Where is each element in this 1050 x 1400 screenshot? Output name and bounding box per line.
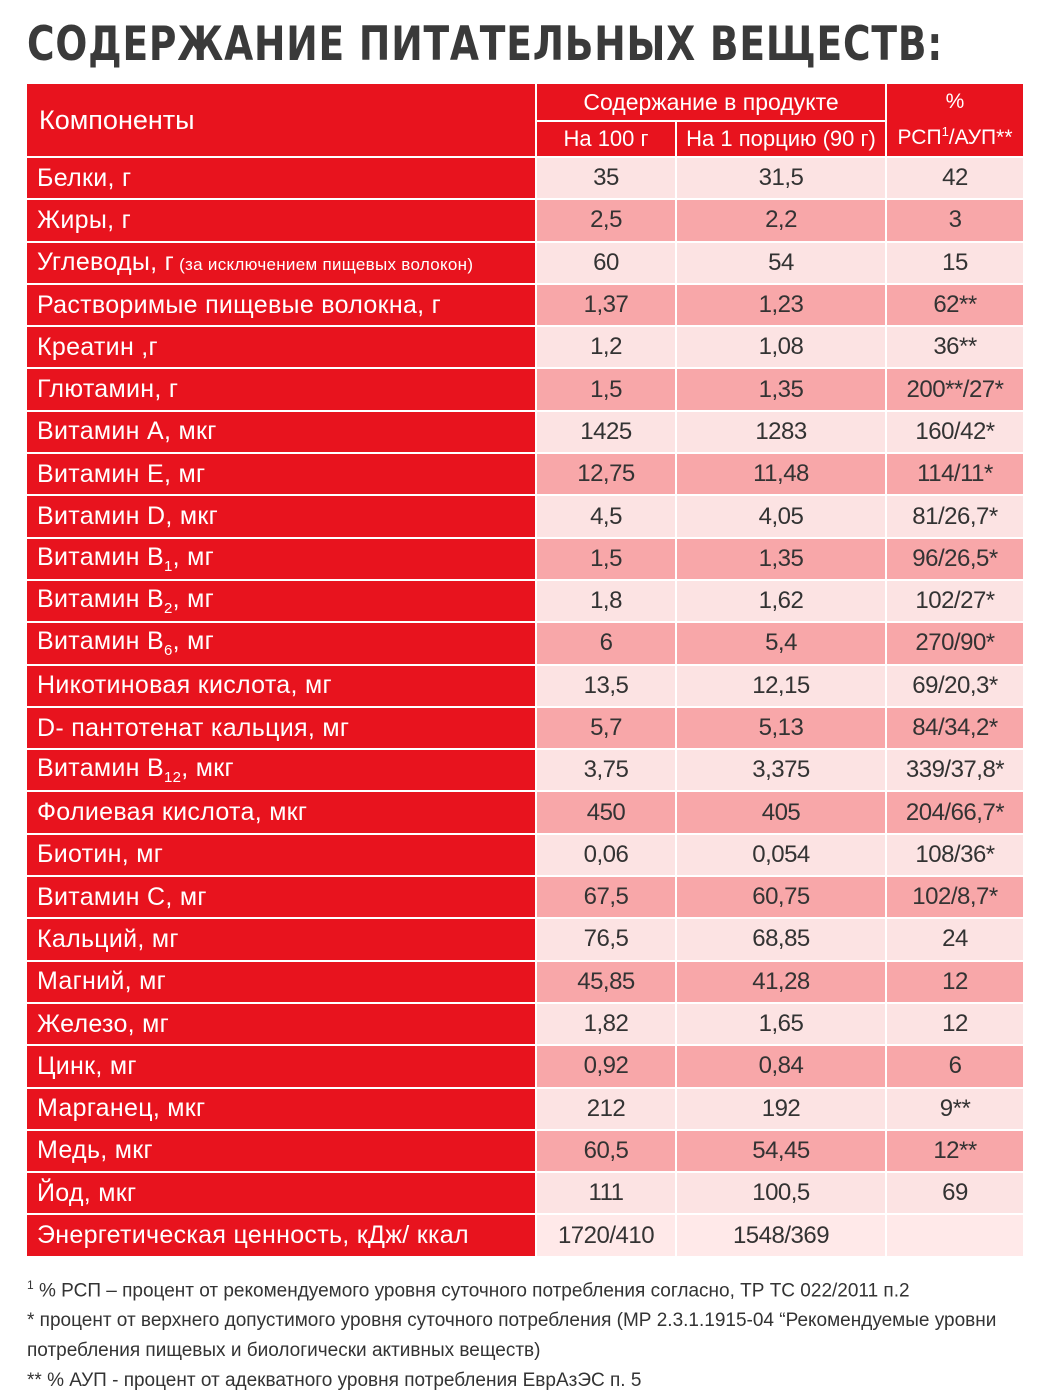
- value-per100: 60: [536, 242, 676, 284]
- value-per-serving: 4,05: [676, 495, 886, 537]
- value-percent: 160/42*: [886, 411, 1024, 453]
- component-label: Железо, мг: [37, 1009, 170, 1038]
- value-per100: 1,5: [536, 538, 676, 580]
- footnote-aup: ** % АУП - процент от адекватного уровня потребления ЕврАзЭС п. 5: [27, 1370, 642, 1392]
- value-percent: 12: [886, 1003, 1024, 1045]
- value-per-serving: 1,35: [676, 368, 886, 410]
- value-per-serving: 60,75: [676, 876, 886, 918]
- value-percent: 96/26,5*: [886, 538, 1024, 580]
- component-name: [26, 580, 536, 622]
- component-label: Энергетическая ценность, кДж/ ккал: [37, 1221, 469, 1250]
- header-rsp: РСП: [897, 126, 942, 149]
- component-name: [26, 411, 536, 453]
- value-percent: 12**: [886, 1130, 1024, 1172]
- component-name: [26, 1088, 536, 1130]
- component-name: [26, 368, 536, 410]
- component-name: [26, 1130, 536, 1172]
- value-percent: 62**: [886, 284, 1024, 326]
- component-label: Витамин С, мг: [37, 882, 207, 911]
- footnote-upper-level-1: * процент от верхнего допустимого уровня суточного потребления (МР 2.3.1.1915-04 “Рекомендуемые уровни: [27, 1310, 997, 1332]
- component-subscript: 12: [164, 769, 182, 787]
- value-percent: 69/20,3*: [886, 665, 1024, 707]
- footnotes: [27, 1270, 1027, 1396]
- value-per-serving: 3,375: [676, 749, 886, 791]
- header-percent-line2: [887, 117, 1023, 153]
- value-per100: 4,5: [536, 495, 676, 537]
- component-subscript: 6: [164, 642, 173, 660]
- value-per100: 35: [536, 157, 676, 199]
- table-row: [26, 918, 1024, 960]
- value-percent: 42: [886, 157, 1024, 199]
- header-percent-line1: %: [945, 90, 965, 113]
- table-row: [26, 1214, 1024, 1256]
- value-per-serving: 5,4: [676, 622, 886, 664]
- component-name: [26, 834, 536, 876]
- header-components: Компоненты: [26, 83, 536, 157]
- component-label: Магний, мг: [37, 967, 167, 996]
- value-per100: 1,82: [536, 1003, 676, 1045]
- footnote-upper-level-2: потребления пищевых и биологически активных веществ): [27, 1340, 541, 1362]
- component-name: [26, 961, 536, 1003]
- component-name: [26, 1172, 536, 1214]
- table-row: [26, 242, 1024, 284]
- value-per100: 12,75: [536, 453, 676, 495]
- value-percent: 69: [886, 1172, 1024, 1214]
- component-label: Йод, мкг: [37, 1178, 137, 1207]
- component-label: Витамин D, мкг: [37, 502, 219, 531]
- component-label: Глютамин, г: [37, 375, 179, 404]
- component-name: [26, 326, 536, 368]
- table-row: [26, 1130, 1024, 1172]
- component-label: Никотиновая кислота, мг: [37, 671, 332, 700]
- table-row: [26, 961, 1024, 1003]
- table-row: [26, 1088, 1024, 1130]
- value-per100: 111: [536, 1172, 676, 1214]
- component-label: Креатин ,г: [37, 332, 158, 361]
- value-per100: 1,2: [536, 326, 676, 368]
- table-row: [26, 538, 1024, 580]
- value-per100: 60,5: [536, 1130, 676, 1172]
- value-per100: 2,5: [536, 199, 676, 241]
- footnote-rsp-text: % РСП – процент от рекомендуемого уровня суточного потребления согласно, ТР ТС 022/2011 п.2: [33, 1280, 910, 1302]
- table-row: [26, 749, 1024, 791]
- header-per100: На 100 г: [536, 121, 676, 157]
- component-unit: , мг: [172, 542, 215, 571]
- table-row: [26, 1172, 1024, 1214]
- value-per100: 67,5: [536, 876, 676, 918]
- value-per-serving: 1,65: [676, 1003, 886, 1045]
- component-label: Кальций, мг: [37, 924, 179, 953]
- value-per-serving: 54,45: [676, 1130, 886, 1172]
- page-title: СОДЕРЖАНИЕ ПИТАТЕЛЬНЫХ ВЕЩЕСТВ:: [27, 17, 944, 72]
- header-per-serving: На 1 порцию (90 г): [676, 121, 886, 157]
- nutrition-table: [25, 82, 1025, 1258]
- value-per100: 450: [536, 791, 676, 833]
- value-per100: 212: [536, 1088, 676, 1130]
- component-name: [26, 918, 536, 960]
- component-label: D- пантотенат кальция, мг: [37, 713, 350, 742]
- table-row: [26, 1003, 1024, 1045]
- component-label: Медь, мкг: [37, 1136, 153, 1165]
- table-row: [26, 368, 1024, 410]
- component-name: [26, 538, 536, 580]
- value-percent: 24: [886, 918, 1024, 960]
- table-row: [26, 495, 1024, 537]
- value-per-serving: 100,5: [676, 1172, 886, 1214]
- table-row: [26, 411, 1024, 453]
- component-subscript: 2: [164, 600, 173, 618]
- value-percent: 12: [886, 961, 1024, 1003]
- value-per-serving: 1,62: [676, 580, 886, 622]
- component-label: Цинк, мг: [37, 1051, 137, 1080]
- value-per-serving: 0,84: [676, 1045, 886, 1087]
- value-per-serving: 0,054: [676, 834, 886, 876]
- header-rsp-sup: 1: [941, 124, 949, 139]
- component-unit: , мкг: [181, 754, 234, 783]
- value-per-serving: 11,48: [676, 453, 886, 495]
- component-name: [26, 665, 536, 707]
- table-row: [26, 284, 1024, 326]
- component-name: [26, 495, 536, 537]
- component-name: [26, 157, 536, 199]
- value-per-serving: 1283: [676, 411, 886, 453]
- value-per100: 1,37: [536, 284, 676, 326]
- component-name: [26, 242, 536, 284]
- value-per100: 0,06: [536, 834, 676, 876]
- value-percent: 9**: [886, 1088, 1024, 1130]
- value-percent: 81/26,7*: [886, 495, 1024, 537]
- component-label: Фолиевая кислота, мкг: [37, 798, 308, 827]
- value-per100: 3,75: [536, 749, 676, 791]
- component-unit: , мг: [172, 627, 215, 656]
- component-name: [26, 199, 536, 241]
- table-row: [26, 326, 1024, 368]
- value-percent: 3: [886, 199, 1024, 241]
- value-percent: 102/8,7*: [886, 876, 1024, 918]
- value-per100: 1,5: [536, 368, 676, 410]
- value-per-serving: 1,08: [676, 326, 886, 368]
- component-name: [26, 453, 536, 495]
- value-per100: 6: [536, 622, 676, 664]
- table-body: [26, 157, 1024, 1257]
- component-name: [26, 876, 536, 918]
- component-name: [26, 1003, 536, 1045]
- footnote-rsp: [27, 1270, 1027, 1306]
- value-per-serving: 31,5: [676, 157, 886, 199]
- table-row: [26, 622, 1024, 664]
- value-per-serving: 405: [676, 791, 886, 833]
- component-name: [26, 791, 536, 833]
- value-percent: 114/11*: [886, 453, 1024, 495]
- table-row: [26, 834, 1024, 876]
- table-row: [26, 199, 1024, 241]
- value-per100: 0,92: [536, 1045, 676, 1087]
- component-name: [26, 622, 536, 664]
- value-per-serving: 1,23: [676, 284, 886, 326]
- header-content-group: Содержание в продукте: [536, 83, 886, 121]
- table-row: [26, 876, 1024, 918]
- value-per100: 5,7: [536, 707, 676, 749]
- value-percent: 108/36*: [886, 834, 1024, 876]
- value-percent: 270/90*: [886, 622, 1024, 664]
- table-header: [26, 83, 1024, 157]
- value-percent: 84/34,2*: [886, 707, 1024, 749]
- table-row: [26, 453, 1024, 495]
- value-per-serving: 68,85: [676, 918, 886, 960]
- value-per100: 76,5: [536, 918, 676, 960]
- value-per100: 1,8: [536, 580, 676, 622]
- value-per-serving: 41,28: [676, 961, 886, 1003]
- value-per100: 13,5: [536, 665, 676, 707]
- value-per-serving: 2,2: [676, 199, 886, 241]
- component-label: Растворимые пищевые волокна, г: [37, 290, 442, 319]
- table-row: [26, 791, 1024, 833]
- component-label: Витамин B: [37, 585, 164, 614]
- header-percent: [886, 83, 1024, 157]
- header-aup: /АУП**: [948, 126, 1013, 149]
- component-name: [26, 1214, 536, 1256]
- component-label: Витамин B: [37, 542, 164, 571]
- table-row: [26, 580, 1024, 622]
- value-per-serving: 54: [676, 242, 886, 284]
- value-per100: 45,85: [536, 961, 676, 1003]
- value-percent: 15: [886, 242, 1024, 284]
- component-unit: , мг: [172, 585, 215, 614]
- value-percent: 200**/27*: [886, 368, 1024, 410]
- table-row: [26, 157, 1024, 199]
- component-subscript: 1: [164, 557, 173, 575]
- component-label: Марганец, мкг: [37, 1094, 206, 1123]
- component-label: Витамин Е, мг: [37, 459, 206, 488]
- component-label: Биотин, мг: [37, 840, 164, 869]
- value-per-serving: 192: [676, 1088, 886, 1130]
- value-percent: 339/37,8*: [886, 749, 1024, 791]
- table-row: [26, 1045, 1024, 1087]
- value-per-serving: 1548/369: [676, 1214, 886, 1256]
- value-per-serving: 5,13: [676, 707, 886, 749]
- component-name: [26, 1045, 536, 1087]
- value-per100: 1720/410: [536, 1214, 676, 1256]
- value-percent: [886, 1214, 1024, 1256]
- component-name: [26, 749, 536, 791]
- component-label: Белки, г: [37, 163, 132, 192]
- component-label: Витамин А, мкг: [37, 417, 217, 446]
- value-per-serving: 1,35: [676, 538, 886, 580]
- table-row: [26, 665, 1024, 707]
- component-label: Витамин B: [37, 754, 164, 783]
- value-per-serving: 12,15: [676, 665, 886, 707]
- value-percent: 204/66,7*: [886, 791, 1024, 833]
- value-percent: 36**: [886, 326, 1024, 368]
- footnote-rsp-mark: 1: [27, 1278, 34, 1292]
- component-label: Витамин B: [37, 627, 164, 656]
- value-percent: 6: [886, 1045, 1024, 1087]
- value-per100: 1425: [536, 411, 676, 453]
- component-name: [26, 284, 536, 326]
- component-label: Жиры, г: [37, 205, 132, 234]
- table-row: [26, 707, 1024, 749]
- component-note: (за исключением пищевых волокон): [174, 255, 474, 275]
- value-percent: 102/27*: [886, 580, 1024, 622]
- component-name: [26, 707, 536, 749]
- component-label: Углеводы, г: [37, 248, 175, 277]
